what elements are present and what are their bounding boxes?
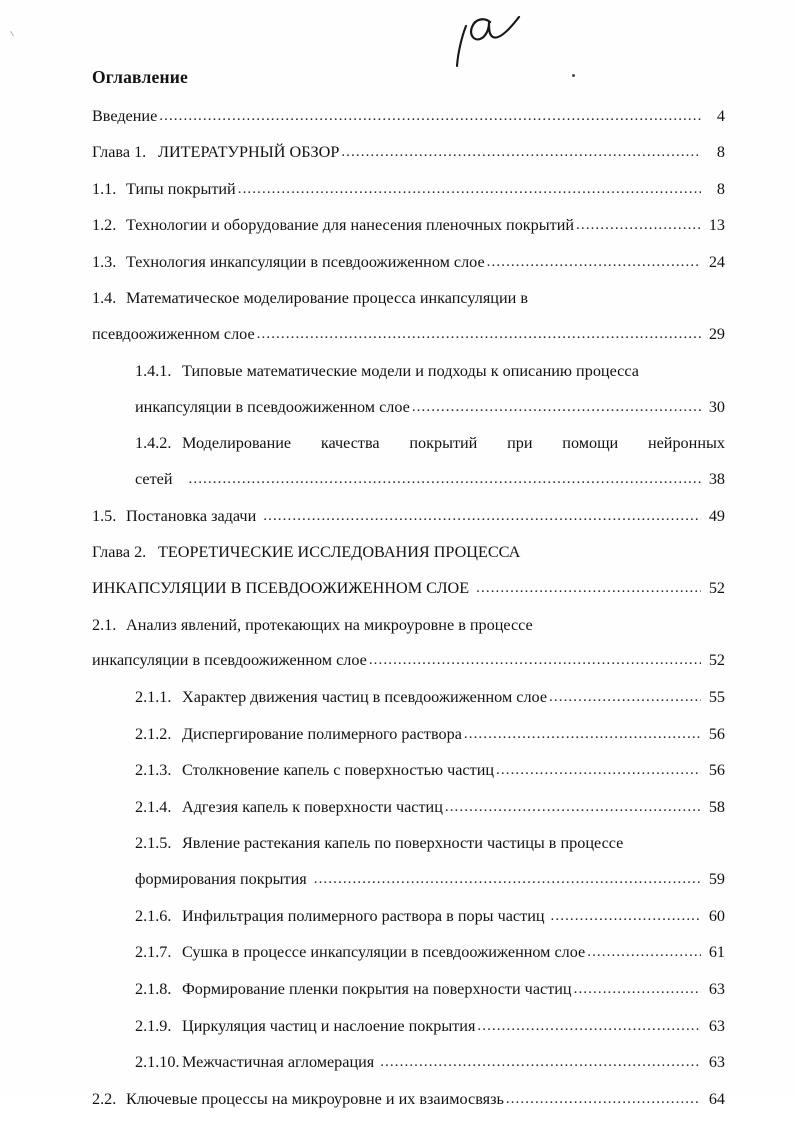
- toc-entry-vvedenie[interactable]: [92, 108, 725, 125]
- toc-entry-page: 60: [708, 906, 725, 925]
- dot-leader: [341, 145, 701, 160]
- toc-entry-page: 64: [708, 1089, 725, 1108]
- dot-leader: [477, 1019, 701, 1034]
- toc-entry-number: 2.1.10.: [135, 1053, 180, 1072]
- toc-entry-number: 1.3.: [92, 252, 117, 271]
- toc-entry-s-2-2[interactable]: [92, 1091, 725, 1108]
- toc-entry-number: 1.2.: [92, 216, 117, 235]
- toc-entry-label: Циркуляция частиц и наслоение покрытия: [182, 1016, 476, 1035]
- toc-entry-page: 61: [708, 943, 725, 962]
- toc-entry-number: 1.4.2.: [135, 434, 172, 453]
- toc-entry-s-2-1-6[interactable]: [92, 908, 725, 925]
- dot-leader: [369, 653, 701, 668]
- toc-entry-s-1-2[interactable]: [92, 217, 725, 234]
- dot-leader: [412, 400, 701, 415]
- toc-entry-label: ЛИТЕРАТУРНЫЙ ОБЗОР: [158, 143, 340, 162]
- corner-tick-mark: [10, 31, 14, 37]
- dot-leader: [574, 982, 701, 997]
- toc-entry-number: 2.1.: [92, 615, 117, 634]
- handwritten-annotation-1a: [437, 2, 557, 72]
- toc-entry-label: Адгезия капель к поверхности частиц: [182, 797, 443, 816]
- toc-entry-number: 2.1.7.: [135, 943, 172, 962]
- toc-entry-number: 2.2.: [92, 1089, 117, 1108]
- toc-entry-number: 2.1.8.: [135, 979, 172, 998]
- toc-entry-s-2-1-10[interactable]: [92, 1054, 725, 1071]
- toc-entry-s-2-1-3[interactable]: [92, 762, 725, 779]
- label-word: помощи: [562, 434, 619, 453]
- toc-entry-label: Межчастичная агломерация: [182, 1053, 375, 1072]
- dot-leader: [576, 218, 701, 233]
- toc-entry-label: Технология инкапсуляции в псевдоожиженном слое: [126, 252, 485, 271]
- toc-entry-label: Столкновение капель с поверхностью частиц: [182, 761, 495, 780]
- toc-entry-label-continued: сетей: [135, 470, 173, 489]
- toc-entry-glava-2[interactable]: [92, 544, 725, 597]
- toc-entry-s-1-4-2[interactable]: [92, 435, 725, 488]
- dot-leader: [549, 690, 701, 705]
- toc-entry-label: Ключевые процессы на микроуровне и их взаимосвязь: [126, 1089, 504, 1108]
- toc-entry-glava-1[interactable]: [92, 144, 725, 161]
- label-word: покрытий: [409, 434, 478, 453]
- toc-entry-label: Характер движения частиц в псевдоожиженном слое: [182, 688, 548, 707]
- toc-entry-label: Математическое моделирование процесса инкапсуляции в: [126, 289, 528, 308]
- toc-entry-s-1-5[interactable]: [92, 508, 725, 525]
- toc-entry-s-2-1-7[interactable]: [92, 944, 725, 961]
- toc-entry-s-2-1[interactable]: [92, 617, 725, 670]
- toc-entry-number: 1.4.: [92, 289, 117, 308]
- label-word: Моделирование: [182, 434, 292, 453]
- toc-entry-label: Формирование пленки покрытия на поверхности частиц: [182, 979, 572, 998]
- toc-entry-number: 2.1.3.: [135, 761, 172, 780]
- toc-entry-number: 2.1.1.: [135, 688, 172, 707]
- toc-entry-label-continued: формирования покрытия: [135, 870, 307, 889]
- toc-entry-number: 1.5.: [92, 506, 117, 525]
- toc-entry-page: 56: [708, 724, 725, 743]
- toc-entry-page: 58: [708, 797, 725, 816]
- dot-leader: [487, 255, 701, 270]
- toc-entry-number: 2.1.6.: [135, 906, 172, 925]
- toc-entry-s-1-4[interactable]: [92, 290, 725, 343]
- dot-leader: [587, 945, 701, 960]
- dot-leader: [314, 872, 701, 887]
- dot-leader: [380, 1055, 701, 1070]
- toc-entry-number: 1.1.: [92, 179, 117, 198]
- toc-entry-page: 8: [716, 179, 725, 198]
- dot-leader: [551, 909, 701, 924]
- label-word: при: [507, 434, 533, 453]
- toc-entry-page: 4: [716, 106, 725, 125]
- toc-entry-label: Диспергирование полимерного раствора: [182, 724, 462, 743]
- toc-entry-label: Инфильтрация полимерного раствора в поры частиц: [182, 906, 545, 925]
- table-of-contents: [92, 69, 725, 1127]
- toc-entry-number: Глава 2.: [92, 543, 147, 562]
- toc-entry-page: 63: [708, 1016, 725, 1035]
- toc-entry-page: 24: [708, 252, 725, 271]
- dot-leader: [496, 763, 701, 778]
- toc-entry-label-continued: инкапсуляции в псевдоожиженном слое: [135, 397, 410, 416]
- toc-entry-page: 13: [708, 216, 725, 235]
- toc-entry-page: 63: [708, 979, 725, 998]
- toc-entry-number: 1.4.1.: [135, 361, 172, 380]
- dot-leader: [189, 472, 702, 487]
- toc-entry-page: 38: [708, 470, 725, 489]
- toc-entry-page: 63: [708, 1053, 725, 1072]
- dot-leader: [238, 182, 701, 197]
- dot-leader: [464, 727, 701, 742]
- toc-entry-label: Явление растекания капель по поверхности частицы в процессе: [182, 834, 624, 853]
- toc-entry-page: 59: [708, 870, 725, 889]
- toc-entry-label-continued: псевдоожиженном слое: [92, 325, 255, 344]
- page-title: Оглавление: [92, 67, 188, 87]
- toc-entry-number: 2.1.9.: [135, 1016, 172, 1035]
- toc-entry-s-1-3[interactable]: [92, 254, 725, 271]
- toc-entry-label: Типы покрытий: [126, 179, 236, 198]
- toc-entry-page: 49: [708, 506, 725, 525]
- toc-entry-s-2-1-1[interactable]: [92, 689, 725, 706]
- toc-entry-page: 55: [708, 688, 725, 707]
- dot-leader: [159, 109, 701, 124]
- toc-entry-s-1-1[interactable]: [92, 181, 725, 198]
- toc-entry-label-continued: инкапсуляции в псевдоожиженном слое: [92, 651, 367, 670]
- toc-entry-page: 52: [708, 651, 725, 670]
- toc-entry-number: 2.1.4.: [135, 797, 172, 816]
- label-word: нейронных: [647, 434, 725, 453]
- toc-entry-page: 29: [708, 325, 725, 344]
- toc-entry-s-2-1-8[interactable]: [92, 981, 725, 998]
- toc-entry-label-continued: ИНКАПСУЛЯЦИИ В ПСЕВДООЖИЖЕННОМ СЛОЕ: [92, 579, 470, 598]
- toc-entry-s-2-1-2[interactable]: [92, 726, 725, 743]
- toc-entry-number: Глава 1.: [92, 143, 147, 162]
- toc-entry-label: Технологии и оборудование для нанесения пленочных покрытий: [126, 216, 575, 235]
- toc-entry-page: 8: [716, 143, 725, 162]
- toc-entry-number: 2.1.5.: [135, 834, 172, 853]
- toc-entry-label: Введение: [92, 106, 158, 125]
- toc-entry-s-1-4-1[interactable]: [92, 363, 725, 416]
- dot-leader: [506, 1092, 701, 1107]
- toc-entry-label: [182, 435, 725, 451]
- toc-entry-label: ТЕОРЕТИЧЕСКИЕ ИССЛЕДОВАНИЯ ПРОЦЕССА: [158, 543, 521, 562]
- toc-entry-label: Сушка в процессе инкапсуляции в псевдоожиженном слое: [182, 943, 586, 962]
- toc-entry-s-2-1-9[interactable]: [92, 1018, 725, 1035]
- toc-entry-label: Анализ явлений, протекающих на микроуровне в процессе: [126, 615, 533, 634]
- toc-entry-page: 56: [708, 761, 725, 780]
- dot-leader: [445, 800, 701, 815]
- toc-entry-number: 2.1.2.: [135, 724, 172, 743]
- toc-entry-label: Постановка задачи: [126, 506, 257, 525]
- toc-entry-s-2-1-4[interactable]: [92, 799, 725, 816]
- label-word: качества: [320, 434, 380, 453]
- toc-entry-label: Типовые математические модели и подходы к описанию процесса: [182, 361, 639, 380]
- toc-entry-page: 52: [708, 579, 725, 598]
- toc-entry-page: 30: [708, 397, 725, 416]
- toc-entry-s-2-1-5[interactable]: [92, 835, 725, 888]
- dot-leader: [476, 581, 701, 596]
- dot-leader: [263, 509, 701, 524]
- dot-leader: [257, 327, 701, 342]
